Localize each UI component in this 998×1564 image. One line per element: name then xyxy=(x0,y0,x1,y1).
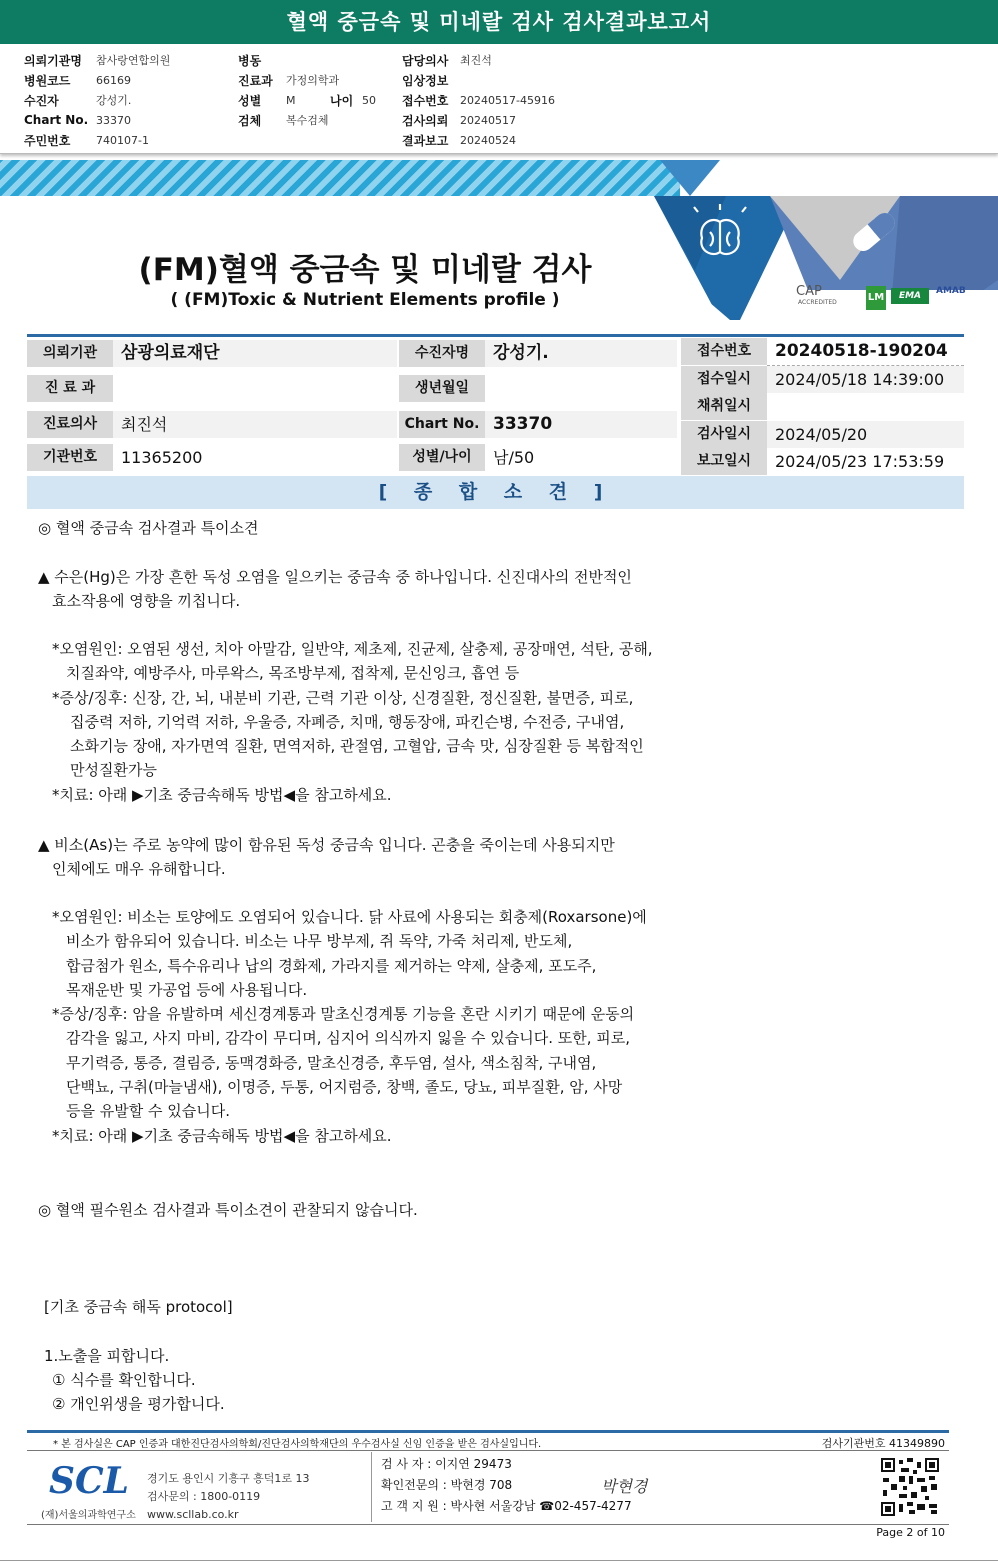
text-line: ▲ 수은(Hg)은 가장 흔한 독성 오염을 일으키는 중금속 중 하나입니다. 신진대사의 전반적인 xyxy=(38,568,632,586)
footer-bottom-rule xyxy=(27,1524,949,1525)
report-date-label: 보고일시 xyxy=(681,448,767,475)
collect-label: 채취일시 xyxy=(681,393,767,420)
accreditation-logos xyxy=(796,284,966,314)
header-value: 최진석 xyxy=(460,54,492,67)
text-line: *치료: 아래 ▶기초 중금속해독 방법◀을 참고하세요. xyxy=(52,1127,392,1145)
dept-label: 진 료 과 xyxy=(27,375,113,402)
header-label: 검사의뢰 xyxy=(402,113,449,128)
inst-label: 기관번호 xyxy=(27,444,113,471)
support-line: 고 객 지 원 : 박사현 서울강남 ☎02-457-4277 xyxy=(381,1499,632,1513)
page-bottom-rule xyxy=(0,1560,998,1561)
header-value: 20240517 xyxy=(460,113,516,127)
header-label: 병원코드 xyxy=(24,73,71,88)
text-line: ① 식수를 확인합니다. xyxy=(52,1371,196,1389)
page-number: Page 2 of 10 xyxy=(876,1526,945,1539)
text-line: 소화기능 장애, 자가면역 질환, 면역저하, 관절염, 고혈압, 금속 맛, 심장질환 등 복합적인 xyxy=(70,737,644,755)
lab-address xyxy=(147,1470,310,1524)
report-title: (FM)혈액 중금속 및 미네랄 검사 xyxy=(138,252,592,288)
qr-code-icon xyxy=(881,1458,939,1516)
tester-line: 검 사 자 : 이지연 29473 xyxy=(381,1457,512,1471)
text-line: *오염원인: 오염된 생선, 치아 아말감, 일반약, 제초제, 진균제, 살충제, 공장매연, 석탄, 공해, xyxy=(52,640,653,658)
recv-no-value: 20240518-190204 xyxy=(775,341,948,361)
ema-logo: EMA xyxy=(891,288,929,304)
header-value: M xyxy=(286,93,296,107)
test-date-label: 검사일시 xyxy=(681,421,767,448)
text-line: 1.노출을 피합니다. xyxy=(44,1347,170,1365)
header-col-1 xyxy=(24,50,170,150)
amab-logo: AMAB xyxy=(936,286,966,296)
header-label: 접수번호 xyxy=(402,93,449,108)
summary-section-title: [ 종 합 소 견 ] xyxy=(27,476,964,509)
header-value: 강성기. xyxy=(96,94,132,107)
text-line: *증상/징후: 신장, 간, 뇌, 내분비 기관, 근력 기관 이상, 신경질환, 정신질환, 불면증, 피로, xyxy=(52,689,634,707)
report-date-value: 2024/05/23 17:53:59 xyxy=(775,452,945,471)
name-value: 강성기. xyxy=(485,340,677,367)
text-line: ◎ 혈액 필수원소 검사결과 특이소견이 관찰되지 않습니다. xyxy=(38,1201,418,1219)
recv-no-label: 접수번호 xyxy=(681,338,767,365)
phone-line: 검사문의 : 1800-0119 xyxy=(147,1490,261,1503)
lm-logo: LM xyxy=(866,286,886,310)
header-col-2 xyxy=(238,50,376,130)
sexage-value: 남/50 xyxy=(493,448,535,467)
text-line: 비소가 함유되어 있습니다. 비소는 나무 방부제, 쥐 독약, 가죽 처리제, 반도체, xyxy=(66,932,573,950)
header-value: 740107-1 xyxy=(96,133,149,147)
header-label: 검체 xyxy=(238,113,262,128)
cap-logo-sub: ACCREDITED xyxy=(798,299,837,306)
test-date-value: 2024/05/20 xyxy=(767,421,964,448)
header-label: 병동 xyxy=(238,53,262,68)
specialist-line: 확인전문의 : 박현경 708 xyxy=(381,1478,513,1492)
signature: 박현경 xyxy=(601,1477,648,1496)
text-line: *치료: 아래 ▶기초 중금속해독 방법◀을 참고하세요. xyxy=(52,786,392,804)
collect-value xyxy=(767,393,964,420)
header-value: 20240517-45916 xyxy=(460,93,555,107)
header-value: 33370 xyxy=(96,113,131,127)
header-label: 진료과 xyxy=(238,73,273,88)
text-line: 등을 유발할 수 있습니다. xyxy=(66,1102,230,1120)
dept-value xyxy=(113,375,397,402)
text-line: *증상/징후: 암을 유발하며 세신경계통과 말초신경계통 기능을 혼란 시키기 때문에 운동의 xyxy=(52,1005,635,1023)
client-label: 의뢰기관 xyxy=(27,340,113,367)
accreditation-note: * 본 검사실은 CAP 인증과 대한진단검사의학회/진단검사의학재단의 우수검사실 신임 인증을 받은 검사실입니다. xyxy=(53,1439,542,1450)
cap-logo: CAP xyxy=(796,284,822,299)
chart-value: 33370 xyxy=(485,411,677,438)
text-line: 목재운반 및 가공업 등에 사용됩니다. xyxy=(66,981,308,999)
header-label: 담당의사 xyxy=(402,53,449,68)
doctor-value: 최진석 xyxy=(113,411,397,438)
text-line: ▲ 비소(As)는 주로 농약에 많이 함유된 독성 중금속 입니다. 곤충을 죽이는데 사용되지만 xyxy=(38,836,615,854)
chart-label: Chart No. xyxy=(399,411,485,438)
dob-label: 생년월일 xyxy=(399,375,485,402)
table-top-rule xyxy=(27,334,964,337)
text-line: 인체에도 매우 유해합니다. xyxy=(52,860,226,878)
text-line: 감각을 잃고, 사지 마비, 감각이 무디며, 심지어 의식까지 잃을 수 있습니다. 또한, 피로, xyxy=(66,1029,630,1047)
footer-vertical-divider xyxy=(371,1452,372,1522)
header-col-3 xyxy=(402,50,555,150)
header-label: 수진자 xyxy=(24,93,59,108)
text-line: 집중력 저하, 기억력 저하, 우울증, 자폐증, 치매, 행동장애, 파킨슨병, 수전증, 구내염, xyxy=(70,713,625,731)
inst-value: 11365200 xyxy=(121,448,203,467)
report-subtitle: ( (FM)Toxic & Nutrient Elements profile ) xyxy=(170,290,560,310)
header-label: 의뢰기관명 xyxy=(24,53,82,68)
header-label: 성별 xyxy=(238,93,262,108)
age-value: 50 xyxy=(362,93,376,107)
text-line: 합금첨가 원소, 특수유리나 납의 경화제, 가라지를 제거하는 약제, 살충제, 포도주, xyxy=(66,957,597,975)
text-line: ② 개인위생을 평가합니다. xyxy=(52,1395,225,1413)
header-label: 임상정보 xyxy=(402,73,449,88)
text-line: 단백뇨, 구취(마늘냄새), 이명증, 두통, 어지럼증, 창백, 졸도, 당뇨, 피부질환, 암, 사망 xyxy=(66,1078,623,1096)
stripe-pattern xyxy=(0,160,680,196)
text-line: 효소작용에 영향을 끼칩니다. xyxy=(52,592,241,610)
header-value: 20240524 xyxy=(460,133,516,147)
doctor-label: 진료의사 xyxy=(27,411,113,438)
report-info-header xyxy=(0,44,998,154)
website-line: www.scllab.co.kr xyxy=(147,1508,239,1521)
scl-logo: SCL xyxy=(49,1460,129,1502)
text-line: [기초 중금속 해독 protocol] xyxy=(44,1298,233,1316)
text-line: 무기력증, 통증, 결림증, 동맥경화증, 말초신경증, 후두염, 설사, 색소침착, 구내염, xyxy=(66,1054,597,1072)
footer-top-rule xyxy=(27,1430,949,1433)
recv-date-value: 2024/05/18 14:39:00 xyxy=(767,366,964,393)
header-label: 주민번호 xyxy=(24,133,71,148)
sexage-label: 성별/나이 xyxy=(399,444,485,471)
recv-date-label: 접수일시 xyxy=(681,366,767,393)
footer-divider xyxy=(27,1450,949,1451)
dob-value xyxy=(485,375,677,402)
text-line: 만성질환가능 xyxy=(70,761,157,779)
address-line: 경기도 용인시 기흥구 흥덕1로 13 xyxy=(147,1472,310,1485)
scl-logo-subtitle: (재)서울의과학연구소 xyxy=(41,1510,136,1521)
header-label: Chart No. xyxy=(24,113,89,127)
text-line: ◎ 혈액 중금속 검사결과 특이소견 xyxy=(38,519,259,537)
header-label: 결과보고 xyxy=(402,133,449,148)
text-line: 치질좌약, 예방주사, 마루왁스, 목조방부제, 접착제, 문신잉크, 흡연 등 xyxy=(66,664,520,682)
staff-info xyxy=(381,1454,632,1517)
lab-registration-number: 검사기관번호 41349890 xyxy=(821,1437,945,1450)
header-value: 복수검체 xyxy=(286,114,329,127)
header-value: 참사랑연합의원 xyxy=(96,54,171,67)
header-value: 66169 xyxy=(96,73,131,87)
text-line: *오염원인: 비소는 토양에도 오염되어 있습니다. 닭 사료에 사용되는 회충제(Roxarsone)에 xyxy=(52,908,647,926)
header-value: 가정의학과 xyxy=(286,74,340,87)
name-label: 수진자명 xyxy=(399,340,485,367)
client-value: 삼광의료재단 xyxy=(113,340,397,367)
report-header-title: 혈액 중금속 및 미네랄 검사 검사결과보고서 xyxy=(0,0,998,44)
age-label: 나이 xyxy=(330,93,354,108)
